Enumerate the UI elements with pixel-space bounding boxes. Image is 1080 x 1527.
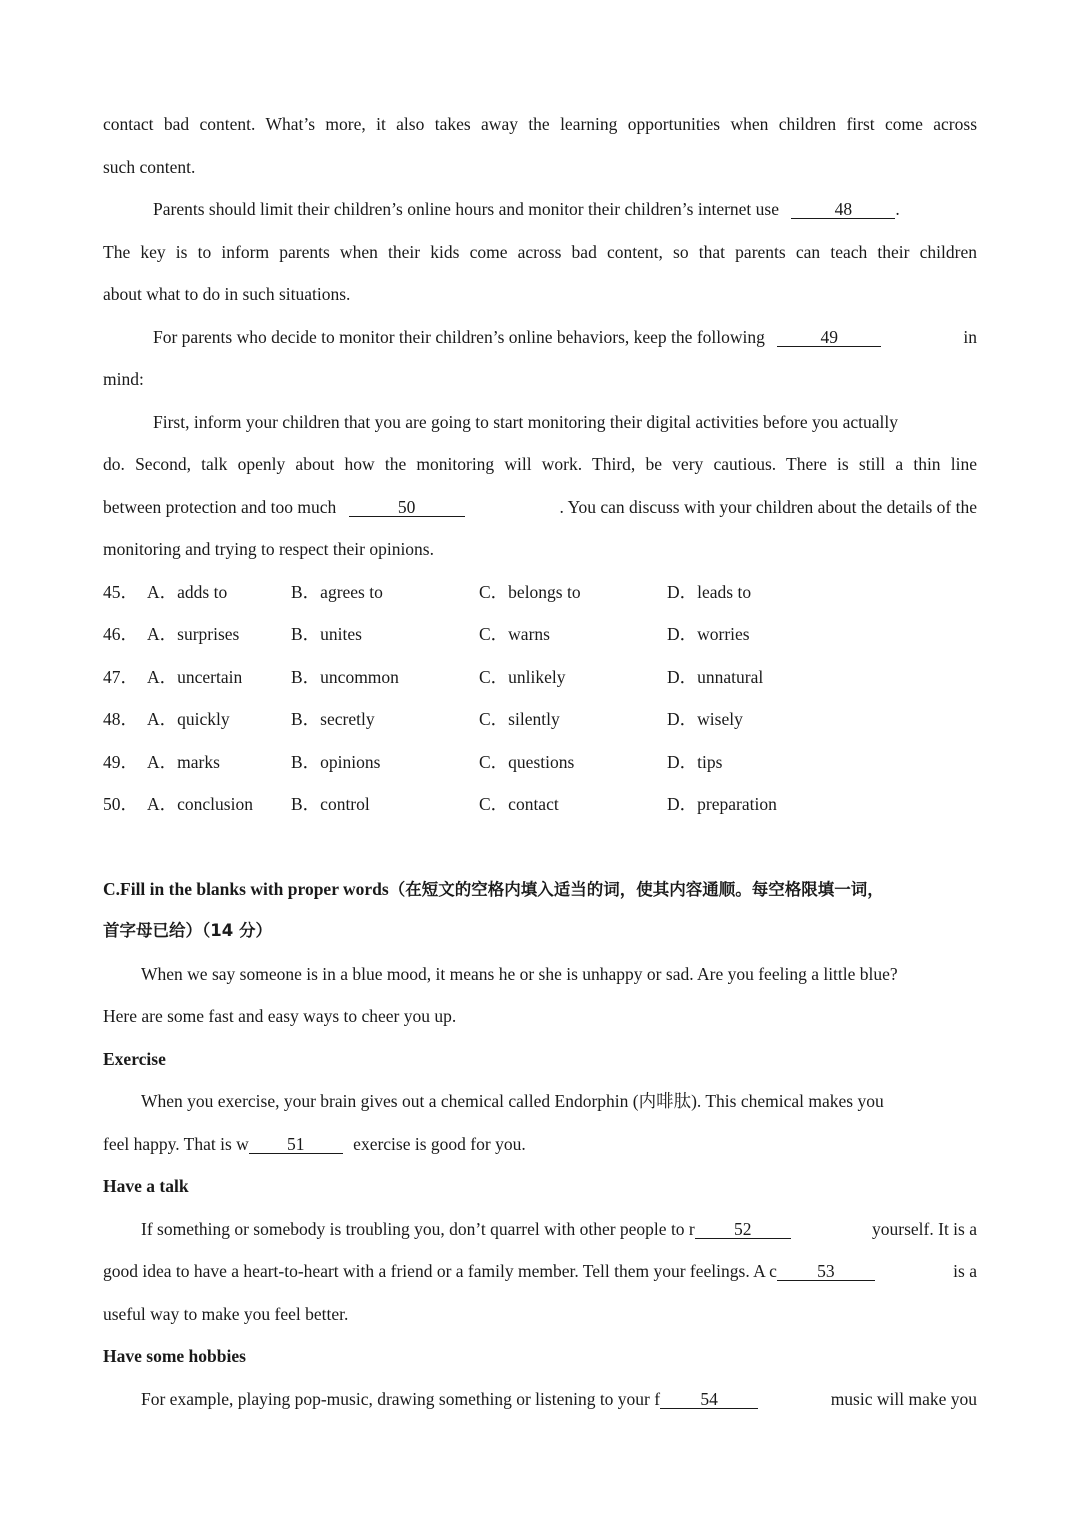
blank-51: 51: [249, 1135, 343, 1154]
blank-50: 50: [349, 498, 465, 517]
question-number: 48．: [103, 709, 138, 729]
option-c[interactable]: C．questions: [479, 751, 575, 772]
passage-text: between protection and too much: [103, 496, 337, 517]
passage-text: For parents who decide to monitor their children’s online behaviors, keep the following: [153, 326, 765, 347]
option-d[interactable]: D．leads to: [667, 581, 752, 602]
passage-text: For example, playing pop-music, drawing something or listening to your f: [141, 1388, 661, 1409]
content: [103, 103, 977, 1420]
question-row: [103, 783, 977, 826]
subheading-talk: Have a talk: [103, 1176, 189, 1196]
option-b[interactable]: B．uncommon: [291, 666, 399, 687]
passage-line: [103, 1080, 977, 1123]
passage-text: feel happy. That is w: [103, 1133, 249, 1154]
option-a[interactable]: A．conclusion: [147, 794, 253, 814]
option-b[interactable]: B．opinions: [291, 751, 381, 772]
option-c[interactable]: C．unlikely: [479, 666, 566, 687]
passage-line: First, inform your children that you are going to start monitoring their digital activities before you actually: [153, 411, 899, 432]
subheading-hobbies: Have some hobbies: [103, 1346, 246, 1366]
option-b[interactable]: B．secretly: [291, 709, 375, 729]
option-d[interactable]: D．worries: [667, 624, 750, 644]
passage-text: .: [895, 199, 900, 219]
passage-line: [103, 1123, 977, 1166]
blank-52: 52: [695, 1220, 791, 1239]
passage-text: exercise is good for you.: [353, 1133, 526, 1154]
passage-text: Parents should limit their children’s online hours and monitor their children’s internet use: [153, 199, 779, 219]
option-a[interactable]: A．marks: [147, 751, 220, 772]
passage-text: . You can discuss with your children about the details of the: [559, 496, 977, 517]
passage-line: [103, 316, 977, 359]
passage-line: [103, 1378, 977, 1421]
question-row: [103, 656, 977, 699]
passage-text: music will make you: [830, 1388, 977, 1409]
passage-line: [103, 1208, 977, 1251]
passage-line: When we say someone is in a blue mood, it means he or she is unhappy or sad. Are you feeling a little blue?: [141, 963, 898, 984]
passage-line: useful way to make you feel better.: [103, 1303, 349, 1324]
passage-text: yourself. It is a: [872, 1218, 977, 1239]
section-heading: [103, 868, 977, 911]
option-d[interactable]: D．preparation: [667, 794, 777, 814]
passage-text: good idea to have a heart-to-heart with a friend or a family member. Tell them your feelings. A c: [103, 1261, 777, 1281]
option-d[interactable]: D．tips: [667, 751, 723, 772]
passage-text: in: [963, 326, 977, 347]
option-c[interactable]: C．contact: [479, 794, 559, 814]
option-a[interactable]: A．quickly: [147, 709, 230, 729]
passage-text: is a: [953, 1261, 977, 1281]
passage-text: If something or somebody is troubling you, don’t quarrel with other people to r: [141, 1218, 695, 1239]
question-number: 49．: [103, 751, 138, 772]
passage-line: [103, 1250, 977, 1293]
passage-text: When you exercise, your brain gives out a chemical called Endorphin (内啡肽). This chemical makes you: [141, 1091, 884, 1111]
option-a[interactable]: A．surprises: [147, 624, 240, 644]
options-list: [103, 571, 977, 826]
section-heading-line2: 首字母已给）（14 分）: [103, 921, 272, 940]
option-a[interactable]: A．uncertain: [147, 666, 243, 687]
blank-54: 54: [660, 1390, 758, 1409]
option-c[interactable]: C．warns: [479, 624, 550, 644]
spacer: [103, 826, 977, 868]
passage-line: contact bad content. What’s more, it also takes away the learning opportunities when children first come across: [103, 114, 977, 134]
option-b[interactable]: B．unites: [291, 624, 362, 644]
question-row: [103, 571, 977, 614]
blank-48: 48: [791, 200, 895, 219]
option-b[interactable]: B．agrees to: [291, 581, 383, 602]
section-heading-en: C.Fill in the blanks with proper words: [103, 878, 389, 899]
question-row: [103, 613, 977, 656]
option-c[interactable]: C．silently: [479, 709, 560, 729]
blank-53: 53: [777, 1262, 875, 1281]
subheading-exercise: Exercise: [103, 1048, 166, 1069]
option-c[interactable]: C．belongs to: [479, 581, 581, 602]
passage-line: about what to do in such situations.: [103, 284, 351, 304]
passage-line: such content.: [103, 156, 196, 177]
passage-line: Here are some fast and easy ways to cheer you up.: [103, 1006, 457, 1026]
question-row: [103, 698, 977, 741]
option-d[interactable]: D．unnatural: [667, 666, 764, 687]
passage-line: [103, 188, 977, 231]
passage-line: mind:: [103, 369, 144, 389]
passage-line: do. Second, talk openly about how the monitoring will work. Third, be very cautious. There is still a thin line: [103, 454, 977, 474]
option-d[interactable]: D．wisely: [667, 709, 743, 729]
question-row: [103, 741, 977, 784]
option-b[interactable]: B．control: [291, 794, 370, 814]
question-number: 46．: [103, 624, 138, 644]
question-number: 50．: [103, 794, 138, 814]
question-number: 47．: [103, 666, 138, 687]
section-heading-cn: （在短文的空格内填入适当的词，使其内容通顺。每空格限填一词，: [388, 879, 884, 899]
blank-49: 49: [777, 328, 881, 347]
option-a[interactable]: A．adds to: [147, 581, 228, 602]
passage-line: The key is to inform parents when their kids come across bad content, so that parents can teach their children: [103, 241, 977, 262]
passage-line: [103, 486, 977, 529]
question-number: 45．: [103, 581, 138, 602]
passage-line: monitoring and trying to respect their opinions.: [103, 539, 434, 559]
